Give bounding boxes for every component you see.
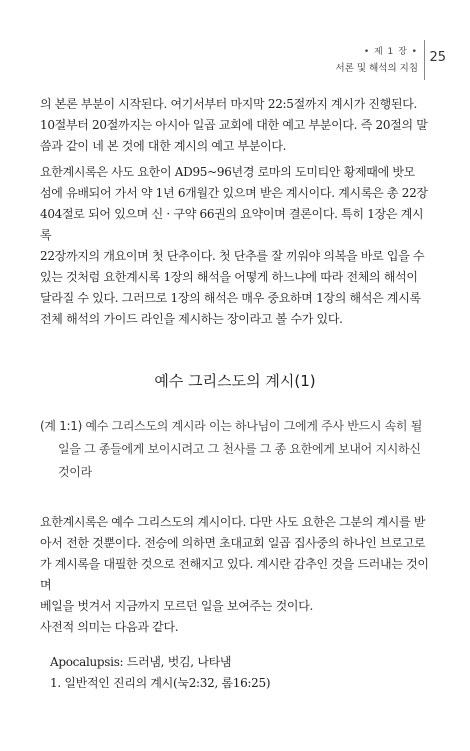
quote-line: (계 1:1) 예수 그리스도의 계시라 이는 하나님이 그에게 주사 반드시 속히 될 bbox=[40, 419, 423, 433]
text-line: 달라질 수 있다. 그러므로 1장의 해석은 매우 중요하며 1장의 해석은 계시록 bbox=[40, 291, 421, 305]
page-number: 25 bbox=[429, 50, 446, 65]
section-title: 서론 및 해석의 지침 bbox=[335, 63, 418, 74]
section-heading: 예수 그리스도의 계시(1) bbox=[154, 372, 316, 390]
paragraph-1 bbox=[40, 94, 432, 157]
paragraph-3 bbox=[40, 512, 432, 638]
scripture-quote bbox=[40, 415, 432, 484]
paragraph-2 bbox=[40, 162, 432, 330]
running-header bbox=[288, 44, 418, 74]
list-item: 1. 일반적인 진리의 계시(눅2:32, 롬16:25) bbox=[50, 676, 271, 690]
quote-line: 일을 그 종들에게 보이시려고 그 천사를 그 종 요한에게 보내어 지시하신 bbox=[58, 442, 421, 456]
header-divider bbox=[424, 40, 425, 80]
list-item: Apocalupsis: 드러냄, 벗김, 나타냄 bbox=[50, 655, 232, 669]
text-line: 아서 전한 것뿐이다. 전승에 의하면 초대교회 일곱 집사중의 하나인 브로고로 bbox=[40, 536, 426, 550]
definition-list bbox=[50, 652, 442, 694]
quote-line: 것이라 bbox=[58, 465, 92, 479]
text-line: 베일을 벗겨서 지금까지 모르던 일을 보여주는 것이다. bbox=[40, 599, 314, 613]
text-line: 404절로 되어 있으며 신 · 구약 66권의 요약이며 결론이다. 특히 1장은 계시록 bbox=[40, 207, 424, 242]
text-line: 의 본론 부분이 시작된다. 여기서부터 마지막 22:5절까지 계시가 진행된다. bbox=[40, 97, 418, 111]
text-line: 섬에 유배되어 가서 약 1년 6개월간 있으며 받은 계시이다. 계시록은 총 22장 bbox=[40, 186, 428, 200]
chapter-label: • 제 1 장 • bbox=[363, 47, 418, 57]
text-line: 사전적 의미는 다음과 같다. bbox=[40, 620, 179, 634]
text-line: 22장까지의 개요이며 첫 단추이다. 첫 단추를 잘 끼워야 의복을 바로 입을 수 bbox=[40, 249, 425, 263]
text-line: 씀과 같이 네 본 것에 대한 계시의 예고 부분이다. bbox=[40, 139, 287, 153]
text-line: 요한계시록은 사도 요한이 AD95~96년경 로마의 도미티안 황제때에 밧모 bbox=[40, 165, 415, 179]
text-line: 있는 것처럼 요한계시록 1장의 해석을 어떻게 하느냐에 따라 전체의 해석이 bbox=[40, 270, 418, 284]
text-line: 10절부터 20절까지는 아시아 일곱 교회에 대한 예고 부분이다. 즉 20절의 말 bbox=[40, 118, 428, 132]
text-line: 가 계시록을 대필한 것으로 전해지고 있다. 계시란 감추인 것을 드러내는 것이며 bbox=[40, 557, 429, 592]
text-line: 요한계시록은 예수 그리스도의 계시이다. 다만 사도 요한은 그분의 계시를 받 bbox=[40, 515, 426, 529]
text-line: 전체 해석의 가이드 라인을 제시하는 장이라고 볼 수가 있다. bbox=[40, 312, 343, 326]
